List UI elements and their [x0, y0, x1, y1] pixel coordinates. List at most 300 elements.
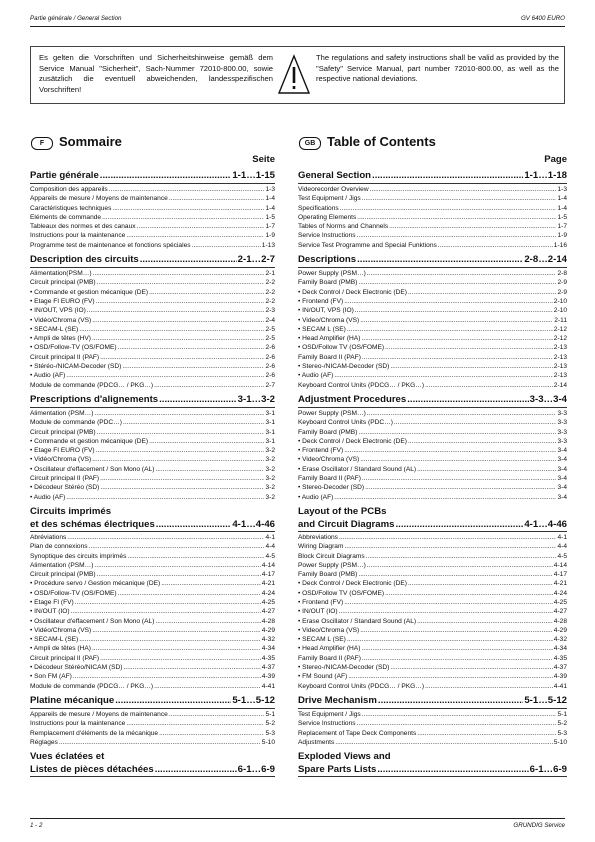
dot-leader	[360, 316, 553, 325]
dot-leader	[67, 533, 264, 542]
toc-entry-title: Réglages	[30, 738, 58, 746]
toc-entry	[298, 194, 567, 203]
toc-entry-title: Tables of Norms and Channels	[298, 223, 389, 231]
toc-entry-page: 3-4	[557, 493, 567, 501]
section-pages: 3-3…3-4	[529, 393, 567, 405]
toc-entry-page: 3-1	[265, 409, 275, 417]
language-badge-f: F	[31, 137, 53, 150]
toc-entry-title: Test Equipment / Jigs	[298, 195, 361, 203]
toc-entry-title: Keyboard Control Units (PDCG… / PKG…)	[298, 682, 425, 690]
section-heading	[30, 393, 275, 407]
toc-entry	[298, 185, 567, 194]
toc-entry-title: • Frontend (FV)	[298, 447, 344, 455]
toc-entry-title: Power Supply (PSM…)	[298, 561, 366, 569]
dot-leader	[357, 213, 556, 222]
toc-entry-title: • Ampli de têtes (HA)	[30, 645, 91, 653]
toc-entry-title: Caractéristiques techniques	[30, 204, 112, 212]
dot-leader	[358, 570, 552, 579]
toc-entry-title: • Head Amplifier (HA)	[298, 645, 361, 653]
section-title: and Circuit Diagrams	[298, 518, 395, 530]
page-footer	[30, 818, 565, 831]
toc-entry-title: Operating Elements	[298, 213, 357, 221]
toc-entry-page: 2-9	[557, 288, 567, 296]
toc-entry-title: • IN/OUT, VPS (IO)	[30, 307, 86, 315]
toc-entry	[298, 437, 567, 446]
toc-entry-page: 5-2	[265, 720, 275, 728]
toc-entry-page: 3-2	[265, 493, 275, 501]
toc-entry-title: • Stereo-/NICAM-Decoder (SD)	[298, 363, 390, 371]
toc-entry-page: 4-25	[261, 598, 275, 606]
toc-entry-page: 1-4	[265, 204, 275, 212]
section-pages: 6-1…6-9	[237, 764, 275, 776]
toc-entry	[298, 316, 567, 325]
toc-entry	[298, 362, 567, 371]
dot-leader	[360, 455, 556, 464]
dot-leader	[334, 493, 556, 502]
toc-entry	[298, 663, 567, 672]
dot-leader	[79, 635, 261, 644]
dot-leader	[365, 483, 556, 492]
toc-entry-title: Tableaux des normes et des canaux	[30, 223, 136, 231]
toc-entry	[30, 738, 275, 747]
section-title: Listes de pièces détachées	[30, 764, 154, 776]
toc-entry-title: Alimentation(PSM…)	[30, 270, 92, 278]
toc-french	[30, 134, 275, 778]
toc-entry-title: Circuit principal II (PAF)	[30, 654, 100, 662]
toc-entry	[30, 579, 275, 588]
section-heading	[298, 505, 567, 531]
dot-leader	[126, 231, 264, 240]
dot-leader	[96, 446, 265, 455]
toc-entry-title: • SECAM L (SE)	[298, 636, 346, 644]
section-title: Descriptions	[298, 254, 357, 266]
toc-entry-page: 2-10	[553, 297, 567, 305]
toc-entry	[298, 552, 567, 561]
toc-entry-title: • Etage FI EURO (FV)	[30, 297, 95, 305]
section-heading-line2	[30, 518, 275, 531]
section-divider	[30, 267, 275, 268]
dot-leader	[357, 231, 557, 240]
toc-entry-page: 1-3	[557, 186, 567, 193]
toc-entry-title: • SECAM L (SE)	[298, 325, 346, 333]
toc-entry	[30, 644, 275, 653]
toc-entry	[298, 483, 567, 492]
toc-entry	[30, 465, 275, 474]
dot-leader	[100, 483, 264, 492]
toc-entry	[298, 607, 567, 616]
toc-entry	[298, 409, 567, 418]
toc-entry	[30, 483, 275, 492]
dot-leader	[66, 493, 264, 502]
toc-entry-page: 1-7	[557, 223, 567, 231]
dot-leader	[89, 542, 265, 551]
toc-entry-title: Specifications	[298, 204, 339, 212]
dot-leader	[100, 474, 264, 483]
section-divider	[298, 531, 567, 532]
section-title: Platine mécanique	[30, 694, 115, 706]
toc-entry-page: 2-6	[265, 353, 275, 361]
toc-entry-title: • Video/Chroma (VS)	[298, 626, 360, 634]
toc-entry-title: Circuit principal II (PAF)	[30, 353, 100, 361]
section-heading-line2	[298, 518, 567, 531]
toc-entry-page: 3-1	[265, 419, 275, 427]
toc-entry	[30, 654, 275, 663]
section-pages: 3-1…3-2	[237, 393, 275, 405]
toc-entry	[30, 278, 275, 287]
warning-triangle-icon	[277, 53, 311, 97]
toc-entry	[298, 381, 567, 390]
section-title: Prescriptions d'alignements	[30, 393, 159, 405]
toc-entry-title: Instructions pour la maintenance	[30, 720, 126, 728]
dot-leader	[396, 518, 524, 531]
toc-entry-page: 3-2	[265, 475, 275, 483]
dot-leader	[100, 169, 232, 183]
toc-entry-page: 2-10	[553, 307, 567, 315]
toc-entry	[30, 222, 275, 231]
toc-entry-page: 4-21	[553, 580, 567, 588]
toc-entry-page: 4-27	[553, 608, 567, 616]
dot-leader	[339, 533, 557, 542]
toc-entry-page: 2-5	[265, 335, 275, 343]
toc-entry-title: • Audio (AF)	[30, 493, 66, 501]
toc-entry-page: 4-5	[557, 552, 567, 560]
toc-entry	[298, 738, 567, 747]
toc-entry	[30, 493, 275, 502]
section-heading	[30, 505, 275, 531]
section-divider	[298, 267, 567, 268]
toc-entry-page: 2-1	[265, 270, 275, 278]
dot-leader	[100, 353, 264, 362]
toc-entry	[298, 589, 567, 598]
toc-entry-page: 2-8	[557, 270, 567, 278]
toc-entry	[30, 635, 275, 644]
dot-leader	[360, 626, 553, 635]
toc-entry-title: • Commande et gestion mécanique (DE)	[30, 437, 149, 445]
toc-entry-page: 4-32	[553, 636, 567, 644]
toc-entry	[30, 213, 275, 222]
dot-leader	[367, 409, 557, 418]
toc-entry-title: • OSD/Follow TV (OS/FOME)	[298, 344, 385, 352]
toc-entry	[298, 654, 567, 663]
toc-entry-page: 4-21	[261, 580, 275, 588]
dot-leader	[417, 729, 556, 738]
dot-leader	[97, 278, 265, 287]
dot-leader	[362, 710, 557, 719]
toc-entry	[298, 204, 567, 213]
toc-entry	[298, 719, 567, 728]
toc-entry-title: Appareils de mesure / Moyens de maintenance	[30, 710, 168, 718]
toc-entry-page: 2-13	[553, 353, 567, 361]
toc-entry-page: 4-14	[553, 561, 567, 569]
dot-leader	[96, 297, 265, 306]
toc-entry	[298, 231, 567, 240]
toc-entry-page: 2-13	[553, 344, 567, 352]
toc-entry-page: 5-1	[265, 710, 275, 718]
toc-entry-page: 3-3	[557, 419, 567, 427]
toc-entry-title: • Video/Chroma (VS)	[298, 456, 360, 464]
toc-entry	[30, 316, 275, 325]
dot-leader	[118, 589, 261, 598]
dot-leader	[417, 465, 556, 474]
toc-entry-page: 5-10	[553, 738, 567, 746]
toc-entry-title: • Stereo-Decoder (SD)	[298, 484, 365, 492]
toc-entry-title: Module de commande (PDC…)	[30, 419, 122, 427]
section-title: Partie générale	[30, 170, 99, 181]
toc-entry-title: Circuit principal (PMB)	[30, 428, 96, 436]
toc-entry	[30, 325, 275, 334]
toc-entry-title: Videorecorder Overview	[298, 186, 369, 193]
dot-leader	[149, 288, 264, 297]
toc-entry	[298, 343, 567, 352]
dot-leader	[73, 672, 261, 681]
dot-leader	[362, 474, 557, 483]
toc-entry	[30, 185, 275, 194]
toc-entry-page: 3-4	[557, 475, 567, 483]
dot-leader	[425, 682, 553, 691]
dot-leader	[362, 194, 557, 203]
toc-entry	[30, 362, 275, 371]
toc-entry-title: • Procédure servo / Gestion mécanique (DE)	[30, 580, 161, 588]
dot-leader	[97, 570, 261, 579]
toc-entry-page: 3-4	[557, 484, 567, 492]
dot-leader	[123, 418, 264, 427]
language-badge-gb: GB	[299, 137, 321, 150]
toc-entry-title: • Erase Oscillator / Standard Sound (AL)	[298, 617, 417, 625]
toc-entry-page: 3-1	[265, 437, 275, 445]
section-pages: 5-1…5-12	[232, 694, 275, 706]
toc-entry-page: 4-24	[261, 589, 275, 597]
toc-entry	[298, 306, 567, 315]
toc-entry-title: • Frontend (FV)	[298, 297, 344, 305]
toc-entry	[30, 306, 275, 315]
dot-leader	[355, 306, 553, 315]
toc-entry-page: 4-25	[553, 598, 567, 606]
toc-entry-title: Instructions pour la maintenance	[30, 232, 126, 240]
dot-leader	[372, 169, 523, 183]
dot-leader	[334, 371, 553, 380]
toc-french-heading	[30, 134, 275, 152]
toc-entry-title: • IN/OUT, VPS (IO)	[298, 307, 354, 315]
dot-leader	[347, 635, 553, 644]
toc-entry-page: 1-13	[261, 241, 275, 249]
toc-entry	[298, 617, 567, 626]
toc-entry	[30, 552, 275, 561]
dot-leader	[417, 617, 553, 626]
dot-leader	[75, 598, 261, 607]
toc-entry-page: 1-16	[553, 241, 567, 249]
toc-entry	[298, 222, 567, 231]
toc-entry	[298, 278, 567, 287]
section-heading-line1: Circuits imprimés	[30, 505, 112, 517]
toc-entry-title: Eléments de commande	[30, 213, 102, 221]
toc-entry-page: 2-14	[553, 381, 567, 389]
toc-entry-title: Plan de connexions	[30, 543, 88, 551]
dot-leader	[156, 518, 232, 531]
toc-entry-page: 4-4	[265, 543, 275, 551]
toc-entry-title: • Décodeur Stéréo (SD)	[30, 484, 100, 492]
toc-entry	[30, 455, 275, 464]
dot-leader	[390, 663, 552, 672]
toc-entry	[30, 288, 275, 297]
toc-entry-page: 2-7	[265, 381, 275, 389]
toc-entry-page: 3-3	[557, 409, 567, 417]
dot-leader	[161, 579, 261, 588]
dot-leader	[92, 316, 264, 325]
section-divider	[30, 708, 275, 709]
dot-leader	[366, 552, 557, 561]
toc-english	[298, 134, 567, 778]
toc-entry-title: Power Supply (PSM…)	[298, 409, 366, 417]
dot-leader	[344, 542, 556, 551]
dot-leader	[367, 269, 557, 278]
toc-entry	[298, 213, 567, 222]
toc-entry-title: • Audio (AF)	[298, 372, 334, 380]
section-pages: 4-1…4-46	[232, 518, 275, 530]
toc-entry-title: • Video/Chroma (VS)	[298, 316, 360, 324]
toc-entry	[298, 493, 567, 502]
section-title: et des schémas électriques	[30, 518, 155, 530]
toc-entry	[30, 297, 275, 306]
dot-leader	[340, 204, 557, 213]
toc-entry-page: 3-3	[557, 428, 567, 436]
toc-entry-title: Synoptique des circuits imprimés	[30, 552, 127, 560]
dot-leader	[112, 204, 264, 213]
toc-entry-title: Adjustments	[298, 738, 335, 746]
toc-entry-title: • Erase Oscillator / Standard Sound (AL)	[298, 465, 417, 473]
toc-entry-page: 2-12	[553, 325, 567, 333]
toc-entry-title: Module de commande (PDCG… / PKG…)	[30, 682, 154, 690]
section-title: Adjustment Procedures	[298, 393, 407, 405]
toc-entry-title: • Audio (AF)	[298, 493, 334, 501]
section-title: Spare Parts Lists	[298, 764, 377, 776]
toc-entry	[30, 589, 275, 598]
section-heading-line1: Layout of the PCBs	[298, 505, 387, 517]
toc-entry-title: Replacement of Tape Deck Components	[298, 729, 417, 737]
toc-entry	[298, 626, 567, 635]
dot-leader	[155, 763, 237, 776]
dot-leader	[362, 654, 553, 663]
dot-leader	[361, 644, 552, 653]
toc-entry	[298, 428, 567, 437]
toc-entry-title: • Son FM (AF)	[30, 673, 72, 681]
dot-leader	[154, 381, 264, 390]
toc-entry	[298, 579, 567, 588]
toc-entry-title: Module de commande (PDCG… / PKG…)	[30, 381, 154, 389]
toc-entry	[30, 561, 275, 570]
dot-leader	[79, 325, 264, 334]
toc-entry-title: • IN/OUT (IO)	[298, 608, 338, 616]
dot-leader	[385, 589, 553, 598]
section-heading	[298, 253, 567, 267]
dot-leader	[100, 654, 261, 663]
toc-entry-title: Circuit principal (PMB)	[30, 571, 96, 579]
toc-entry-page: 1-7	[265, 223, 275, 231]
toc-entry	[30, 617, 275, 626]
safety-notice	[30, 46, 565, 104]
dot-leader	[169, 194, 265, 203]
dot-leader	[118, 343, 265, 352]
section-pages: 1-1…1-18	[524, 170, 567, 181]
dot-leader	[94, 561, 260, 570]
dot-leader	[92, 334, 265, 343]
section-pages: 2-1…2-7	[237, 254, 275, 266]
dot-leader	[361, 334, 552, 343]
header-left: Partie générale / General Section	[30, 15, 122, 22]
toc-entry-page: 4-41	[261, 682, 275, 690]
dot-leader	[389, 222, 556, 231]
section-heading	[298, 694, 567, 708]
toc-entry	[30, 682, 275, 691]
toc-entry-page: 4-35	[553, 654, 567, 662]
toc-entry-page: 4-24	[553, 589, 567, 597]
dot-leader	[92, 455, 264, 464]
toc-entry-title: Wiring Diagram	[298, 543, 344, 551]
toc-entry-title: Abréviations	[30, 533, 67, 541]
toc-entry-title: Family Board (PMB)	[298, 428, 358, 436]
toc-entry-page: 4-32	[261, 636, 275, 644]
toc-entry-page: 3-2	[265, 447, 275, 455]
toc-entry	[298, 682, 567, 691]
toc-english-heading	[298, 134, 567, 152]
toc-entry-title: Family Board II (PAF)	[298, 654, 361, 662]
toc-entry-page: 4-28	[261, 617, 275, 625]
dot-leader	[93, 269, 265, 278]
dot-leader	[109, 185, 265, 194]
toc-entry-title: Abbreviations	[298, 533, 338, 541]
toc-entry-page: 2-3	[265, 307, 275, 315]
toc-entry-page: 4-17	[261, 571, 275, 579]
toc-entry-page: 1-9	[557, 232, 567, 240]
toc-entry	[30, 663, 275, 672]
toc-entry	[30, 269, 275, 278]
section-divider	[30, 407, 275, 408]
toc-entry-page: 2-6	[265, 363, 275, 371]
dot-leader	[169, 710, 265, 719]
toc-entry-title: Service Test Programme and Special Funktions	[298, 241, 437, 249]
dot-leader	[377, 763, 528, 776]
toc-entry-page: 4-1	[265, 533, 275, 541]
section-heading	[298, 393, 567, 407]
toc-entry-title: • Head Amplifier (HA)	[298, 335, 361, 343]
toc-entry-page: 1-4	[265, 195, 275, 203]
toc-entry	[30, 474, 275, 483]
toc-entry-title: Keyboard Control Units (PDC…)	[298, 419, 393, 427]
toc-french-title: Sommaire	[59, 134, 122, 149]
toc-entry	[298, 241, 567, 250]
toc-entry-page: 2-6	[265, 372, 275, 380]
toc-entry-page: 4-28	[553, 617, 567, 625]
safety-notice-english: The regulations and safety instructions shall be valid as provided by the "Safety" Service Manual, part number 72010-800.00, as well as the respective national deviations.	[316, 53, 559, 84]
toc-entry	[298, 598, 567, 607]
toc-entry	[298, 465, 567, 474]
toc-entry	[298, 644, 567, 653]
dot-leader	[92, 626, 261, 635]
toc-entry-title: • Etage FI (FV)	[30, 598, 74, 606]
section-title: Description des circuits	[30, 254, 139, 266]
toc-entry-page: 2-2	[265, 297, 275, 305]
toc-entry-title: • Stereo-/NICAM-Decoder (SD)	[298, 664, 390, 672]
page-column-label: Seite	[252, 154, 275, 165]
toc-entry	[30, 626, 275, 635]
toc-entry-title: • Commande et gestion mécanique (DE)	[30, 288, 149, 296]
toc-entry-page: 3-3	[557, 437, 567, 445]
toc-entry-page: 4-37	[553, 664, 567, 672]
dot-leader	[97, 428, 265, 437]
dot-leader	[370, 185, 557, 194]
dot-leader	[335, 738, 553, 747]
safety-notice-german: Es gelten die Vorschriften und Sicherheitshinweise gemäß dem Service Manual "Sicherheit", Sach-Nummer 72010-800.00, sowie zusätzlich die eventuell abweichenden, landesspezifischen Vorschriften!	[39, 53, 273, 94]
toc-entry-page: 1-4	[557, 204, 567, 212]
